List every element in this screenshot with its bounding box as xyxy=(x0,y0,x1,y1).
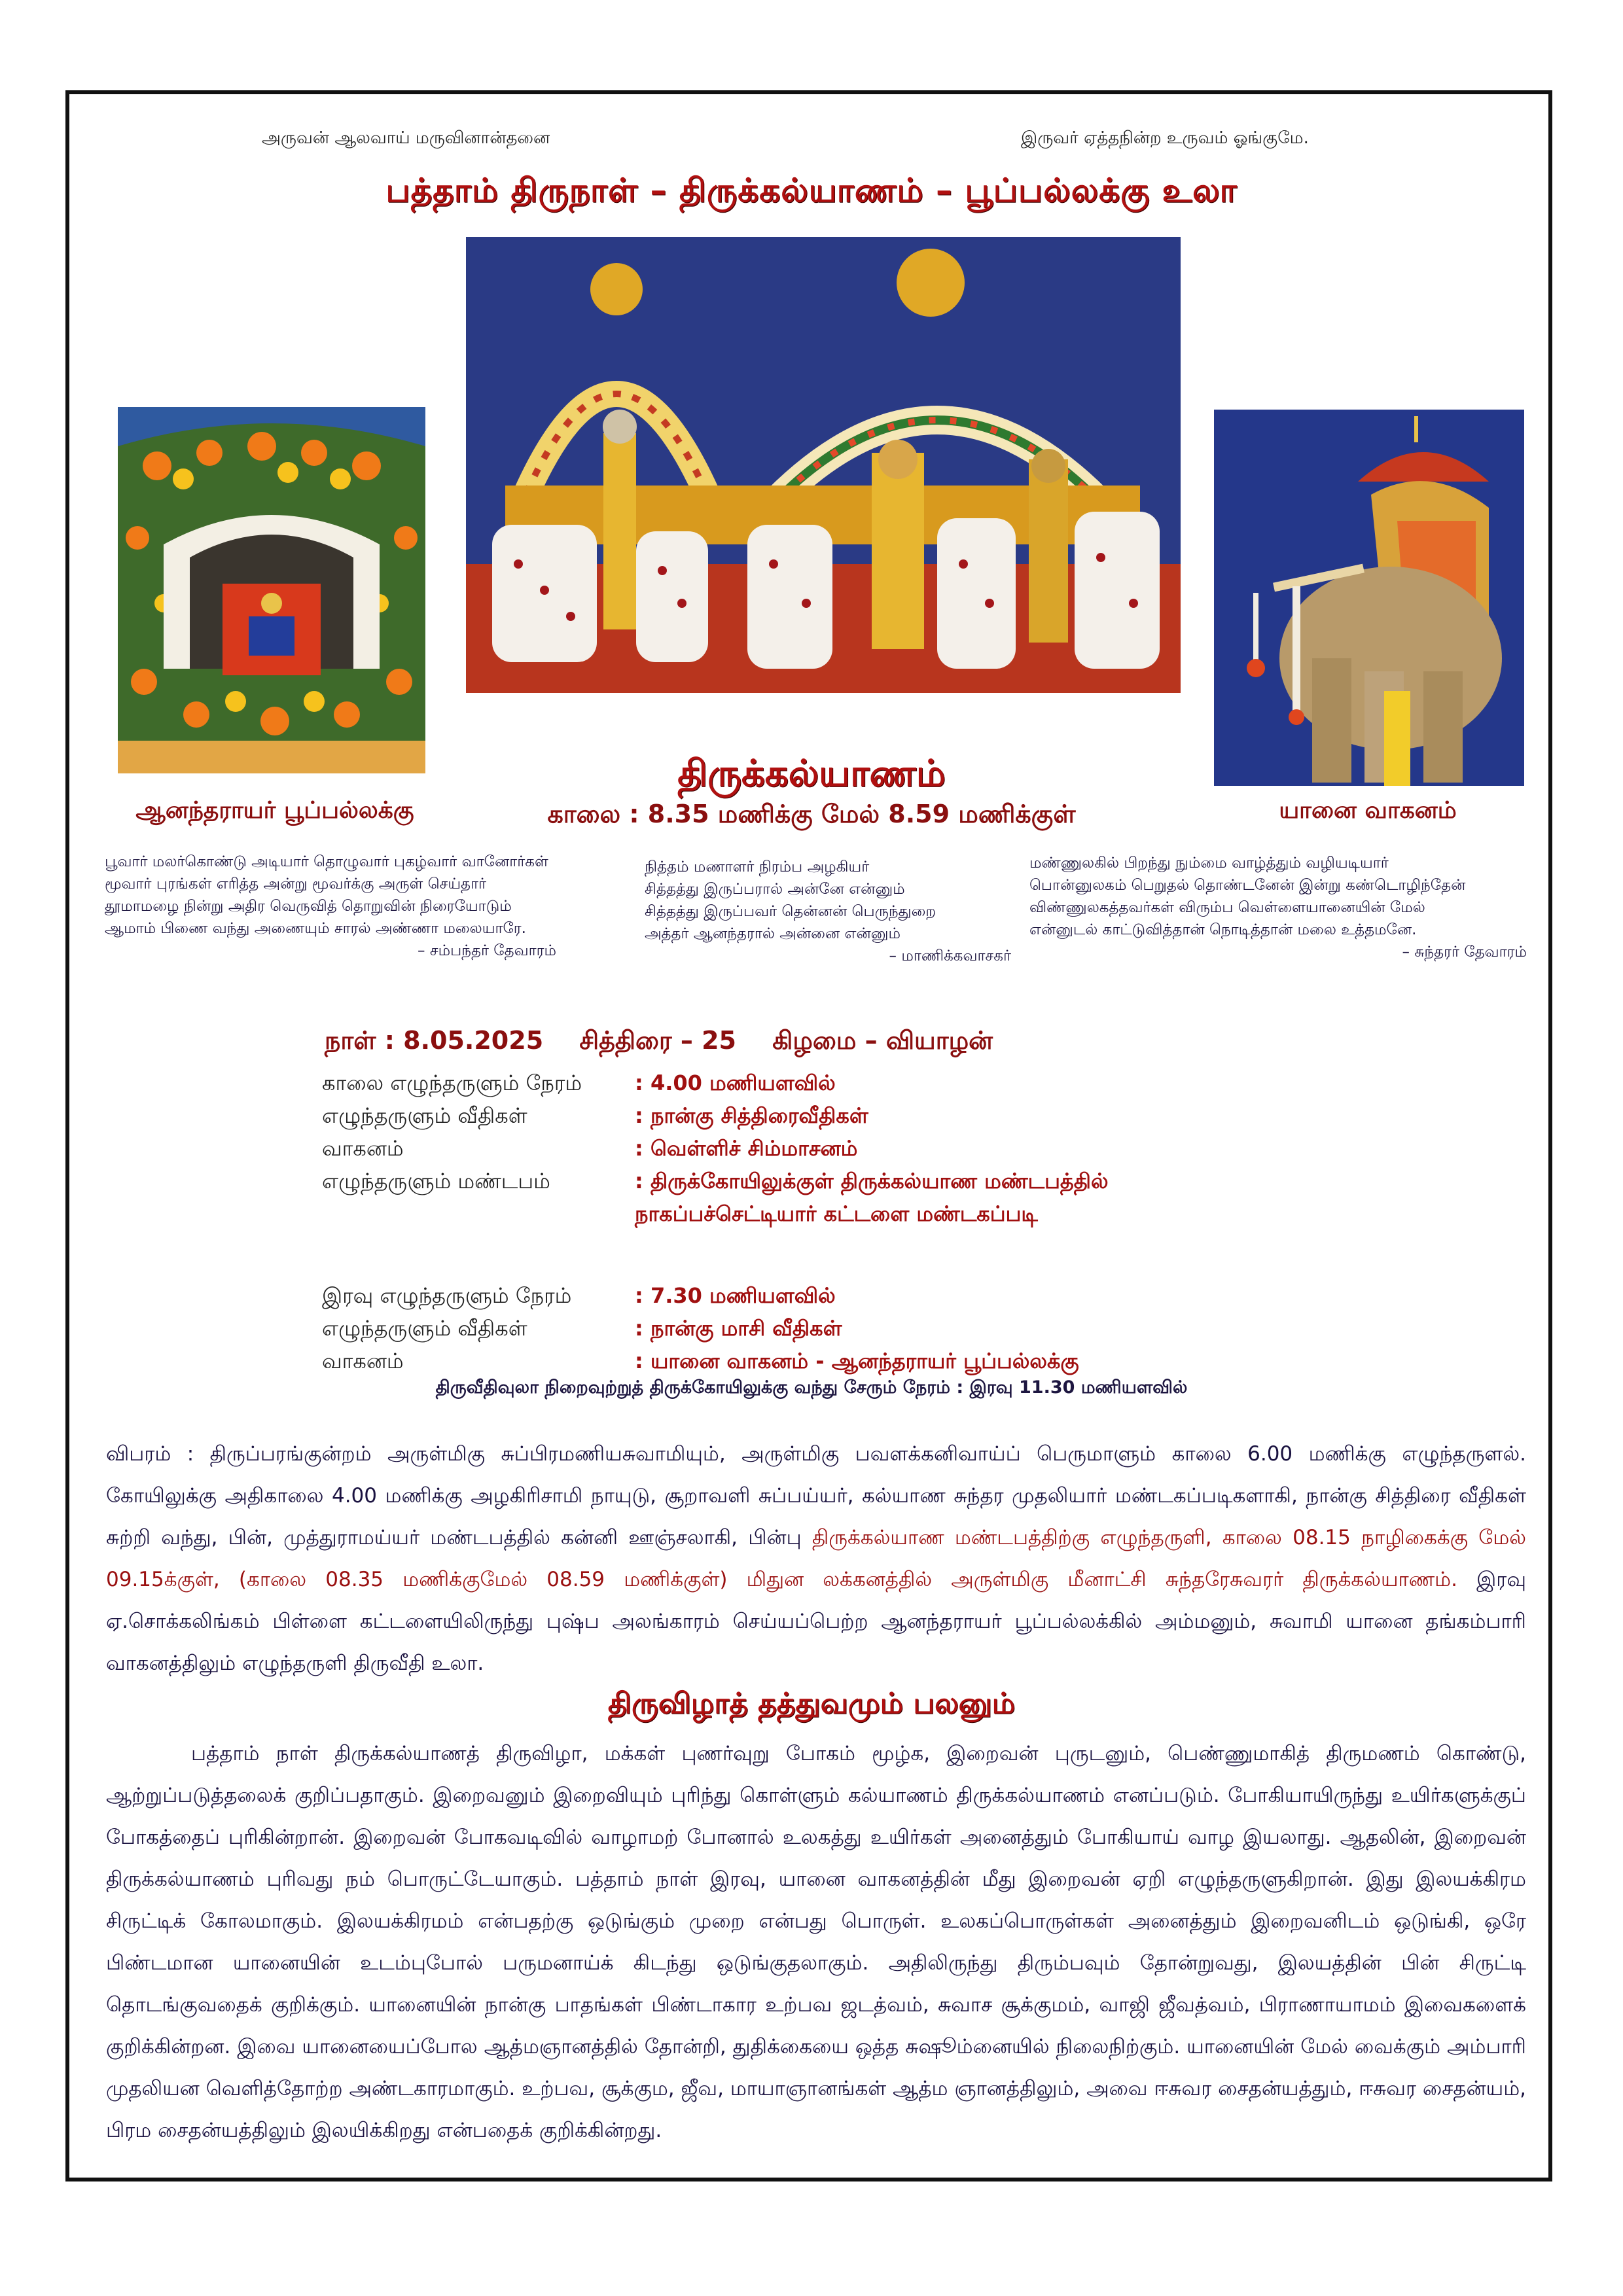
verse-attribution: – மாணிக்கவாசகர் xyxy=(889,947,1011,964)
verse-sundarar xyxy=(1029,852,1527,963)
schedule-value: : நான்கு மாசி வீதிகள் xyxy=(635,1316,842,1341)
schedule-value-continued: நாகப்பச்செட்டியார் கட்டளை மண்டகப்படி xyxy=(635,1201,1038,1226)
schedule-value: : வெள்ளிச் சிம்மாசனம் xyxy=(635,1136,858,1161)
verse-line: மூவார் புரங்கள் எரித்த அன்று மூவர்க்கு அருள் செய்தார் xyxy=(105,875,487,892)
schedule-row xyxy=(322,1132,1109,1165)
schedule-row xyxy=(322,1099,1109,1132)
date: நாள் : 8.05.2025 xyxy=(325,1026,544,1055)
verse-sambandar xyxy=(105,851,556,962)
verse-attribution: – சம்பந்தர் தேவாரம் xyxy=(418,942,556,959)
verse-line: சித்தத்து இருப்பவர் தென்னன் பெருந்துறை xyxy=(645,903,936,920)
header-left-verse: அருவன் ஆலவாய் மருவினான்தனை xyxy=(262,128,550,148)
elephant-vahanam-photo xyxy=(1214,410,1524,786)
schedule-value: : 4.00 மணியளவில் xyxy=(635,1070,836,1095)
schedule-value: : 7.30 மணியளவில் xyxy=(635,1283,836,1308)
verse-line: பூவார் மலர்கொண்டு அடியார் தொழுவார் புகழ்வார் வானோர்கள் xyxy=(105,853,548,870)
divine-wedding-photo xyxy=(466,237,1181,693)
schedule-label: எழுந்தருளும் வீதிகள் xyxy=(322,1103,527,1128)
verse-line: என்னுடல் காட்டுவித்தான் நொடித்தான் மலை உத்தமனே. xyxy=(1029,921,1417,938)
schedule-row xyxy=(322,1165,1109,1197)
tamil-date: சித்திரை – 25 xyxy=(579,1026,736,1055)
verse-line: அத்தர் ஆனந்தரால் அன்னை என்னும் xyxy=(645,925,901,942)
morning-schedule xyxy=(322,1067,1109,1230)
schedule-row xyxy=(322,1279,1079,1312)
center-heading-time: காலை : 8.35 மணிக்கு மேல் 8.59 மணிக்குள் xyxy=(547,800,1076,828)
verse-line: தூமாமழை நின்று அதிர வெருவித் தொறுவின் நிரையோடும் xyxy=(105,898,512,915)
schedule-label: வாகனம் xyxy=(322,1349,404,1373)
left-photo-caption: ஆனந்தராயர் பூப்பல்லக்கு xyxy=(135,797,414,824)
verse-line: மண்ணுலகில் பிறந்து நும்மை வாழ்த்தும் வழியடியார் xyxy=(1029,855,1389,872)
night-schedule xyxy=(322,1279,1079,1377)
right-photo-caption: யானை வாகனம் xyxy=(1279,797,1457,824)
weekday: கிழமை – வியாழன் xyxy=(772,1026,993,1055)
schedule-value: : யானை வாகனம் - ஆனந்தராயர் பூப்பல்லக்கு xyxy=(635,1349,1079,1373)
schedule-label: வாகனம் xyxy=(322,1136,404,1161)
verse-attribution: – சுந்தரர் தேவாரம் xyxy=(1402,944,1527,961)
schedule-label: காலை எழுந்தருளும் நேரம் xyxy=(322,1070,582,1095)
verse-line: விண்ணுலகத்தவர்கள் விரும்ப வெள்ளையானையின் மேல் xyxy=(1029,899,1425,916)
schedule-label: எழுந்தருளும் மண்டபம் xyxy=(322,1169,550,1193)
header-right-verse: இருவர் ஏத்தநின்ற உருவம் ஓங்குமே. xyxy=(1021,128,1309,148)
flower-palanquin-photo xyxy=(118,407,425,773)
schedule-value: : நான்கு சித்திரைவீதிகள் xyxy=(635,1103,868,1128)
schedule-label: எழுந்தருளும் வீதிகள் xyxy=(322,1316,527,1341)
elephant-image-icon xyxy=(1214,410,1524,786)
verse-manikkavasagar xyxy=(645,856,1011,967)
date-line xyxy=(325,1026,1020,1059)
center-heading-title: திருக்கல்யாணம் xyxy=(677,752,946,795)
main-title: பத்தாம் திருநாள் – திருக்கல்யாணம் – பூப்பல்லக்கு உலா xyxy=(385,171,1238,209)
detail-text: இரவு ஏ.சொக்கலிங்கம் பிள்ளை கட்டளையிலிருந்து புஷ்ப அலங்காரம் செய்யப்பெற்ற ஆனந்தராயர் பூப்பல்லக்கில் அம்மனும், சுவாமி யானை தங்கம்பாரி வாகனத்திலும் எழுந்தருளி திருவீதி உலா. xyxy=(106,1568,1526,1675)
verse-line: சித்தத்து இருப்பரால் அன்னே என்னும் xyxy=(645,881,905,898)
wedding-image-icon xyxy=(466,237,1181,693)
detail-highlight: திருக்கல்யாண மண்டபத்திற்கு எழுந்தருளி, காலை 08.15 நாழிகைக்கு மேல் 09.15க்குள், (காலை 08.35 மணிக்குமேல் 08.59 மணிக்குள்) மிதுன லக்கனத்தில் அருள்மிகு மீனாட்சி சுந்தரேசுவரர் திருக்கல்யாணம். xyxy=(106,1526,1526,1591)
verse-line: பொன்னுலகம் பெறுதல் தொண்டனேன் இன்று கண்டொழிந்தேன் xyxy=(1029,877,1466,894)
detail-paragraph xyxy=(106,1433,1526,1684)
schedule-label: இரவு எழுந்தருளும் நேரம் xyxy=(322,1283,572,1308)
schedule-value: : திருக்கோயிலுக்குள் திருக்கல்யாண மண்டபத்தில் xyxy=(635,1169,1109,1193)
palanquin-image-icon xyxy=(118,407,425,773)
detail-text: விபரம் : திருப்பரங்குன்றம் அருள்மிகு சுப்பிரமணியசுவாமியும், அருள்மிகு பவளக்கனிவாய்ப் பெருமாளும் காலை 6.00 மணிக்கு எழுந்தருளல். கோயிலுக்கு அதிகாலை 4.00 மணிக்கு அழகிரிசாமி நாயுடு, சூறாவளி சுப்பய்யர், கல்யாண சுந்தர முதலியார் மண்டகப்படிகளாகி, நான்கு சித்திரை வீதிகள் சுற்றி வந்து, பின், முத்துராமய்யர் மண்டபத்தில் கன்னி ஊஞ்சலாகி, பின்பு xyxy=(106,1442,1526,1549)
schedule-row xyxy=(322,1067,1109,1099)
philosophy-title: திருவிழாத் தத்துவமும் பலனும் xyxy=(607,1687,1016,1720)
verse-line: நித்தம் மணாளர் நிரம்ப அழகியர் xyxy=(645,858,870,875)
schedule-row xyxy=(322,1312,1079,1345)
philosophy-paragraph: பத்தாம் நாள் திருக்கல்யாணத் திருவிழா, மக்கள் புணர்வுறு போகம் மூழ்க, இறைவன் புருடனும், பெண்ணுமாகித் திருமணம் கொண்டு, ஆற்றுப்படுத்தலைக் குறிப்பதாகும். இறைவனும் இறைவியும் புரிந்து கொள்ளும் கல்யாணம் திருக்கல்யாணம் எனப்படும். போகியாயிருந்து உயிர்களுக்குப் போகத்தைப் புரிகின்றான். இறைவன் போகவடிவில் வாழாமற் போனால் உலகத்து உயிர்கள் அனைத்தும் போகியாய் வாழ இயலாது. ஆதலின், இறைவன் திருக்கல்யாணம் புரிவது நம் பொருட்டேயாகும். பத்தாம் நாள் இரவு, யானை வாகனத்தின் மீது இறைவன் ஏறி எழுந்தருளுகிறான். இது இலயக்கிரம சிருட்டிக் கோலமாகும். இலயக்கிரமம் என்பதற்கு ஒடுங்கும் முறை என்பது பொருள். உலகப்பொருள்கள் அனைத்தும் இறைவனிடம் ஒடுங்கி, ஒரே பிண்டமான யானையின் உடம்புபோல் பருமனாய்க் கிடந்து ஒடுங்குதலாகும். அதிலிருந்து திரும்பவும் தோன்றுவது, இலயத்தின் பின் சிருட்டி தொடங்குவதைக் குறிக்கும். யானையின் நான்கு பாதங்கள் பிண்டாகார உற்பவ ஜடத்வம், சுவாச சூக்குமம், வாஜி ஜீவத்வம், பிராணாயாமம் இவைகளைக் குறிக்கின்றன. இவை யானையைப்போல ஆத்மஞானத்தில் தோன்றி, துதிக்கையை ஒத்த சுஷூம்னையில் நிலைநிற்கும். யானையின் மேல் வைக்கும் அம்பாரி முதலியன வெளித்தோற்ற அண்டகாரமாகும். உற்பவ, சூக்கும, ஜீவ, மாயாஞானங்கள் ஆத்ம ஞானத்திலும், அவை ஈசுவர சைதன்யத்தும், ஈசுவர சைதன்யம், பிரம சைதன்யத்திலும் இலயிக்கிறது என்பதைக் குறிக்கின்றது. xyxy=(106,1742,1526,2142)
return-time-line: திருவீதிவுலா நிறைவுற்றுத் திருக்கோயிலுக்கு வந்து சேரும் நேரம் : இரவு 11.30 மணியளவில் xyxy=(435,1377,1188,1398)
schedule-row xyxy=(322,1345,1079,1377)
verse-line: ஆமாம் பிணை வந்து அணையும் சாரல் அண்ணா மலையாரே. xyxy=(105,920,526,937)
